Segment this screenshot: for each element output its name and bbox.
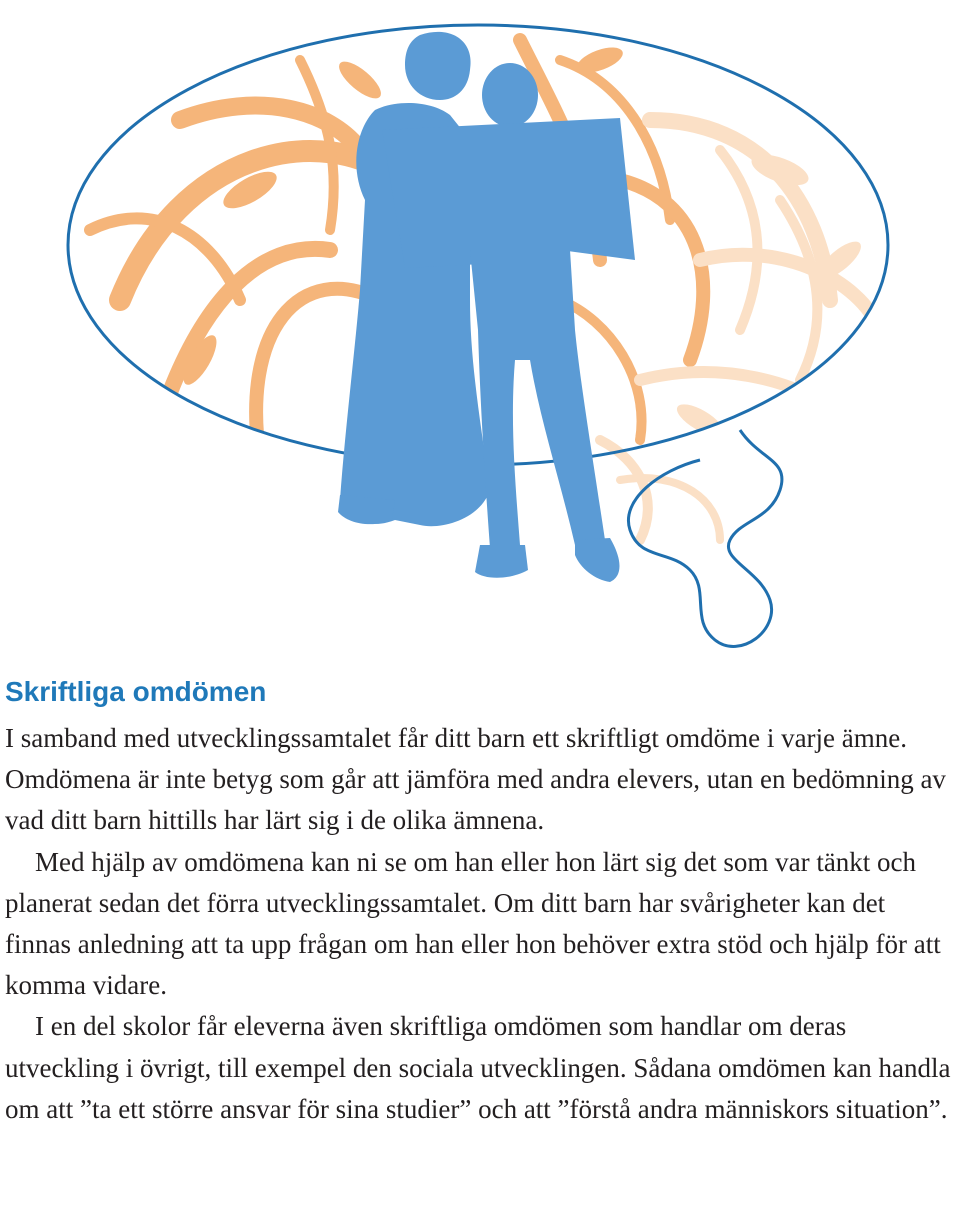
text-section (5, 672, 957, 1130)
paragraph-1: I samband med utvecklingssamtalet får ditt barn ett skriftligt omdöme i varje ämne. Omdömena är inte betyg som går att jämföra med andra elevers, utan en bedömning av vad ditt barn hittills har lärt sig i de olika ämnena. (5, 723, 946, 836)
paragraph-3: I en del skolor får eleverna även skriftliga omdömen som handlar om deras utveckling i övrigt, till exempel den sociala utvecklingen. Sådana omdömen kan handla om att ”ta ett större ansvar för sina studier” och att ”förstå andra människors situation”. (5, 1011, 951, 1124)
section-heading: Skriftliga omdömen (5, 676, 267, 707)
leaf-swirls-lower-icon (600, 440, 720, 540)
paragraph-2: Med hjälp av omdömena kan ni se om han eller hon lärt sig det som var tänkt och planerat sedan det förra utvecklingssamtalet. Om ditt barn har svårigheter kan det finnas anledning att ta upp frågan om han eller hon behöver extra stöd och hjälp för att komma vidare. (5, 846, 941, 1001)
